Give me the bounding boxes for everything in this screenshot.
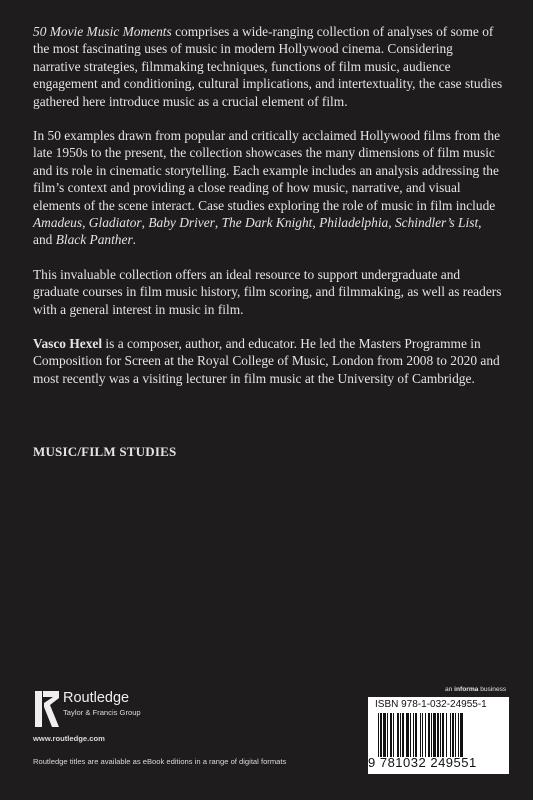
informa-brand: informa	[454, 686, 479, 693]
description-paragraph-1: 50 Movie Music Moments comprises a wide-ranging collection of analyses of some of the most fascinating uses of music in modern Hollywood cinema. Considering narrative strategies, filmmaking techniques, functions of film music, audience engagement and conditioning, cultural implications, and intertextuality, the case studies gathered here introduce music as a crucial element of film.	[33, 24, 503, 109]
informa-prefix: an	[445, 686, 455, 693]
publisher-group: Taylor & Francis Group	[63, 708, 141, 717]
author-name: Vasco Hexel	[33, 336, 103, 351]
book-description	[33, 23, 503, 335]
author-bio-text: is a composer, author, and educator. He led the Masters Programme in Composition for Screen at the Royal College of Music, London from 2008 to 2020 and most recently was a visiting lecturer in film music at the University of Cambridge.	[33, 336, 500, 386]
subject-category: MUSIC/FILM STUDIES	[33, 444, 177, 459]
routledge-logo-icon	[35, 689, 59, 729]
author-bio-paragraph	[33, 335, 503, 387]
routledge-logo	[35, 689, 145, 739]
informa-business-tag	[445, 686, 506, 693]
barcode-digits: 9 781032 249551	[368, 755, 477, 770]
isbn-barcode	[368, 697, 509, 774]
publisher-name: Routledge	[63, 690, 130, 706]
barcode-bars	[378, 713, 500, 757]
ebook-availability-note: Routledge titles are available as eBook editions in a range of digital formats	[33, 757, 287, 766]
informa-suffix: business	[478, 686, 507, 693]
publisher-website[interactable]: www.routledge.com	[33, 734, 105, 743]
description-paragraph-2: In 50 examples drawn from popular and critically acclaimed Hollywood films from the late 1950s to the present, the collection showcases the many dimensions of film music and its role in cinematic storytelling. Each example includes an analysis addressing the film’s context and providing a close reading of how music, narrative, and visual elements of the scene interact. Case studies exploring the role of music in film include Amadeus, Gladiator, Baby Driver, The Dark Knight, Philadelphia, Schindler’s List, and Black Panther.	[33, 128, 501, 248]
isbn-label: ISBN 978-1-032-24955-1	[375, 699, 487, 710]
author-bio	[33, 335, 503, 387]
description-paragraph-3: This invaluable collection offers an ideal resource to support undergraduate and graduate courses in film music history, film scoring, and filmmaking, as well as readers with a general interest in music in film.	[33, 266, 502, 317]
